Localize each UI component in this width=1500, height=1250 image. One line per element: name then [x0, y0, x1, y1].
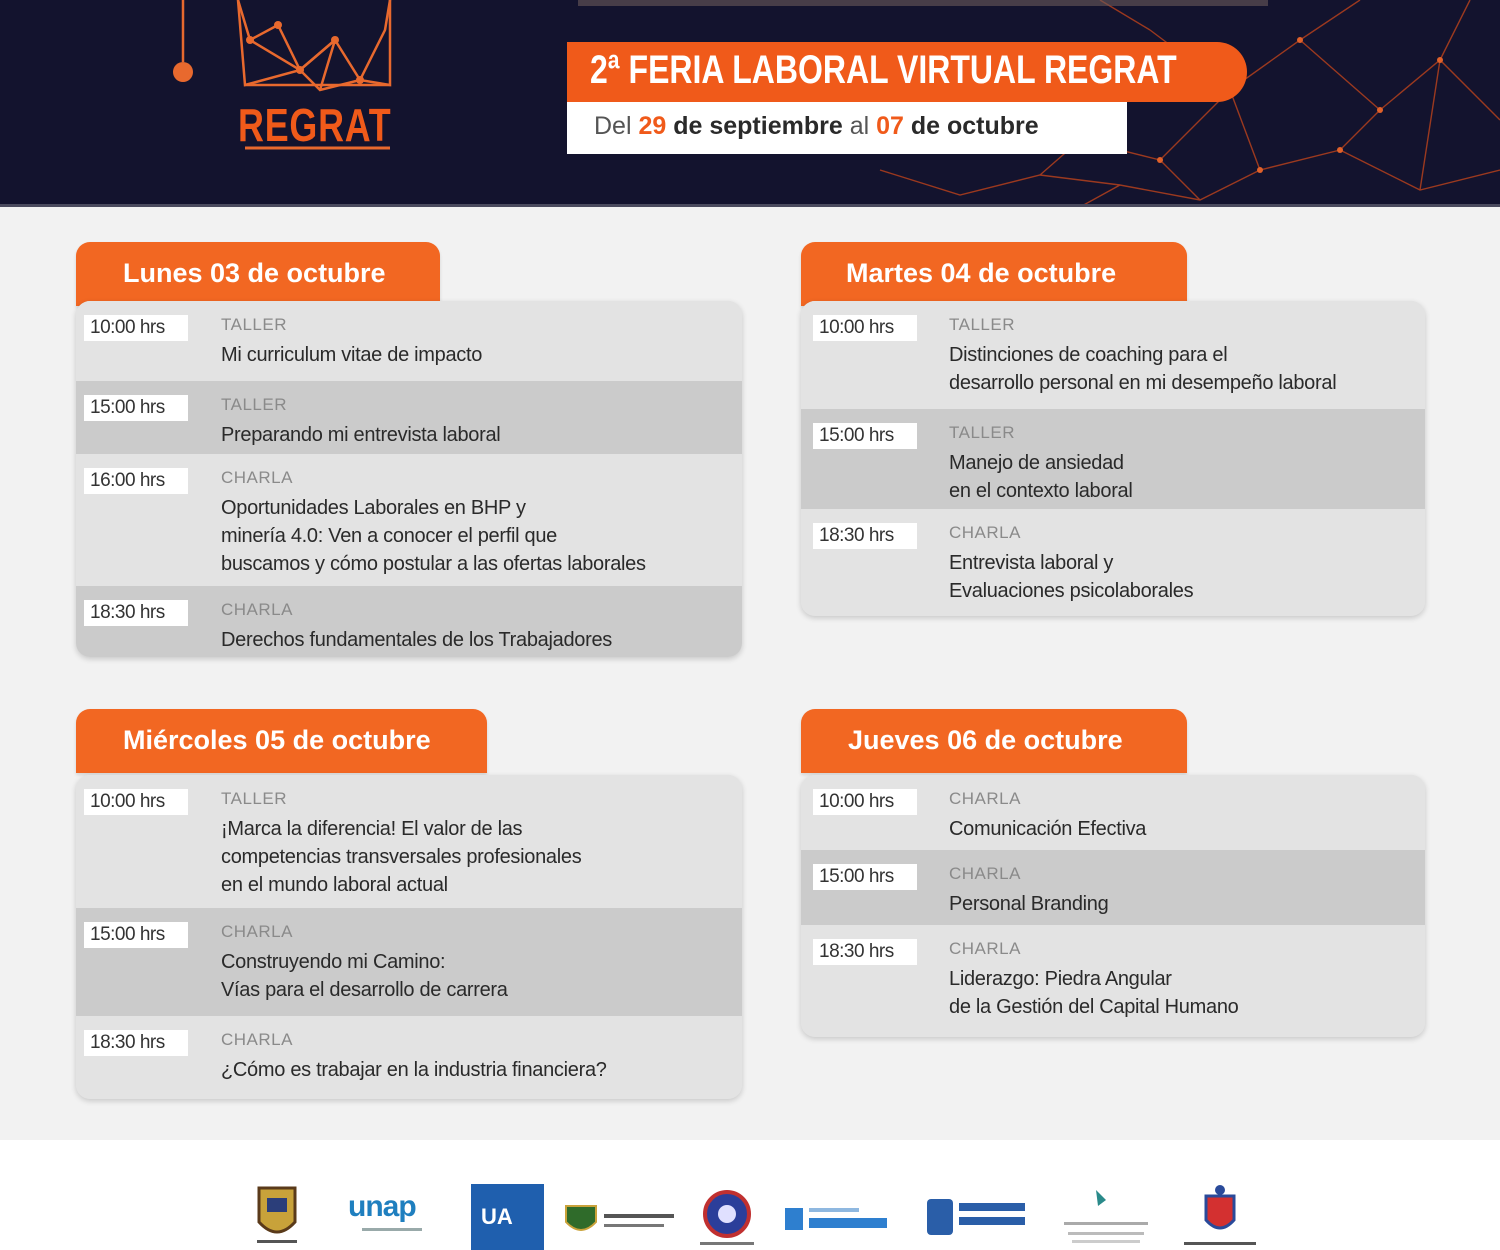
session-time: 18:30 hrs: [813, 523, 917, 549]
day-card-miercoles: [76, 775, 742, 1099]
session-row: [801, 850, 1425, 925]
session-title: Mi curriculum vitae de impacto: [221, 344, 483, 366]
session-row: [801, 925, 1425, 1037]
session-kind: CHARLA: [221, 600, 293, 619]
day-title: Jueves 06 de octubre: [848, 725, 1123, 755]
date-suffix: de octubre: [903, 112, 1039, 140]
session-title: Entrevista laboral y Evaluaciones psicolaborales: [949, 552, 1194, 602]
subtitle-remnant: [578, 0, 1268, 6]
session-row: [76, 908, 742, 1016]
date-prefix: Del: [594, 112, 639, 140]
session-kind: TALLER: [221, 789, 287, 808]
session-row: [76, 301, 742, 381]
session-row: [801, 301, 1425, 409]
day-tab-miercoles: [76, 709, 487, 773]
session-kind: TALLER: [949, 423, 1015, 442]
session-title: Manejo de ansiedad en el contexto laboral: [949, 452, 1133, 502]
session-title: Derechos fundamentales de los Trabajadores: [221, 629, 612, 651]
session-kind: TALLER: [221, 395, 287, 414]
session-kind: CHARLA: [221, 1030, 293, 1049]
session-time: 10:00 hrs: [813, 315, 917, 341]
session-title: ¿Cómo es trabajar en la industria financiera?: [221, 1059, 607, 1081]
session-title: ¡Marca la diferencia! El valor de las competencias transversales profesionales en el mundo laboral actual: [221, 818, 582, 896]
day-card-jueves: [801, 775, 1425, 1037]
event-title: 2ª FERIA LABORAL VIRTUAL REGRAT: [590, 48, 1177, 92]
date-al: al: [849, 112, 877, 140]
day-tab-lunes: [76, 242, 440, 306]
unap-logo-text: unap: [348, 1190, 416, 1223]
day-card-martes: [801, 301, 1425, 616]
session-time: 10:00 hrs: [84, 315, 188, 341]
session-title: Distinciones de coaching para el desarrollo personal en mi desempeño laboral: [949, 344, 1337, 394]
session-row: [801, 509, 1425, 616]
session-row: [76, 454, 742, 586]
session-title: Preparando mi entrevista laboral: [221, 424, 501, 446]
session-time: 15:00 hrs: [84, 922, 188, 948]
antofagasta-logo: [925, 1195, 1030, 1241]
session-time: 10:00 hrs: [813, 789, 917, 815]
unap-logo: [348, 1190, 436, 1240]
day-title: Lunes 03 de octubre: [123, 258, 386, 288]
session-kind: CHARLA: [221, 922, 293, 941]
date-start-day: 29: [638, 112, 667, 140]
session-kind: CHARLA: [949, 523, 1021, 542]
session-time: 18:30 hrs: [84, 600, 188, 626]
event-header: [0, 0, 1500, 207]
session-title: Comunicación Efectiva: [949, 818, 1147, 840]
session-row: [76, 1016, 742, 1099]
date-end-day: 07: [876, 112, 904, 140]
red-crest-logo: [1180, 1182, 1260, 1250]
session-kind: TALLER: [221, 315, 287, 334]
session-time: 15:00 hrs: [84, 395, 188, 421]
bird-logo: [1058, 1184, 1153, 1248]
session-title: Personal Branding: [949, 893, 1109, 915]
session-kind: CHARLA: [949, 789, 1021, 808]
session-time: 15:00 hrs: [813, 864, 917, 890]
session-time: 18:30 hrs: [84, 1030, 188, 1056]
green-shield-logo: [562, 1200, 677, 1240]
shield-crest-logo: [255, 1184, 299, 1246]
event-dates: [594, 112, 1039, 141]
session-time: 18:30 hrs: [813, 939, 917, 965]
session-row: [801, 775, 1425, 850]
round-seal-logo: [694, 1184, 760, 1250]
day-tab-jueves: [801, 709, 1187, 773]
day-tab-martes: [801, 242, 1187, 306]
session-kind: CHARLA: [949, 939, 1021, 958]
session-time: 15:00 hrs: [813, 423, 917, 449]
session-time: 10:00 hrs: [84, 789, 188, 815]
session-title: Liderazgo: Piedra Angular de la Gestión del Capital Humano: [949, 968, 1239, 1018]
session-kind: TALLER: [949, 315, 1015, 334]
ua-logo-text: UA: [481, 1204, 513, 1229]
session-title: Oportunidades Laborales en BHP y minería 4.0: Ven a conocer el perfil que buscamos y cómo postular a las ofertas laborales: [221, 497, 646, 575]
session-row: [76, 381, 742, 454]
sponsor-footer: [0, 1140, 1500, 1250]
session-row: [76, 586, 742, 657]
session-row: [76, 775, 742, 908]
playa-ancha-logo: [783, 1202, 893, 1238]
session-row: [801, 409, 1425, 509]
session-kind: CHARLA: [221, 468, 293, 487]
ua-logo: [471, 1184, 544, 1250]
date-middle: de septiembre: [666, 112, 850, 140]
session-title: Construyendo mi Camino: Vías para el desarrollo de carrera: [221, 951, 508, 1001]
session-time: 16:00 hrs: [84, 468, 188, 494]
day-title: Martes 04 de octubre: [846, 258, 1117, 288]
regrat-logo-text: REGRAT: [238, 99, 392, 151]
session-kind: CHARLA: [949, 864, 1021, 883]
day-title: Miércoles 05 de octubre: [123, 725, 431, 755]
day-card-lunes: [76, 301, 742, 657]
